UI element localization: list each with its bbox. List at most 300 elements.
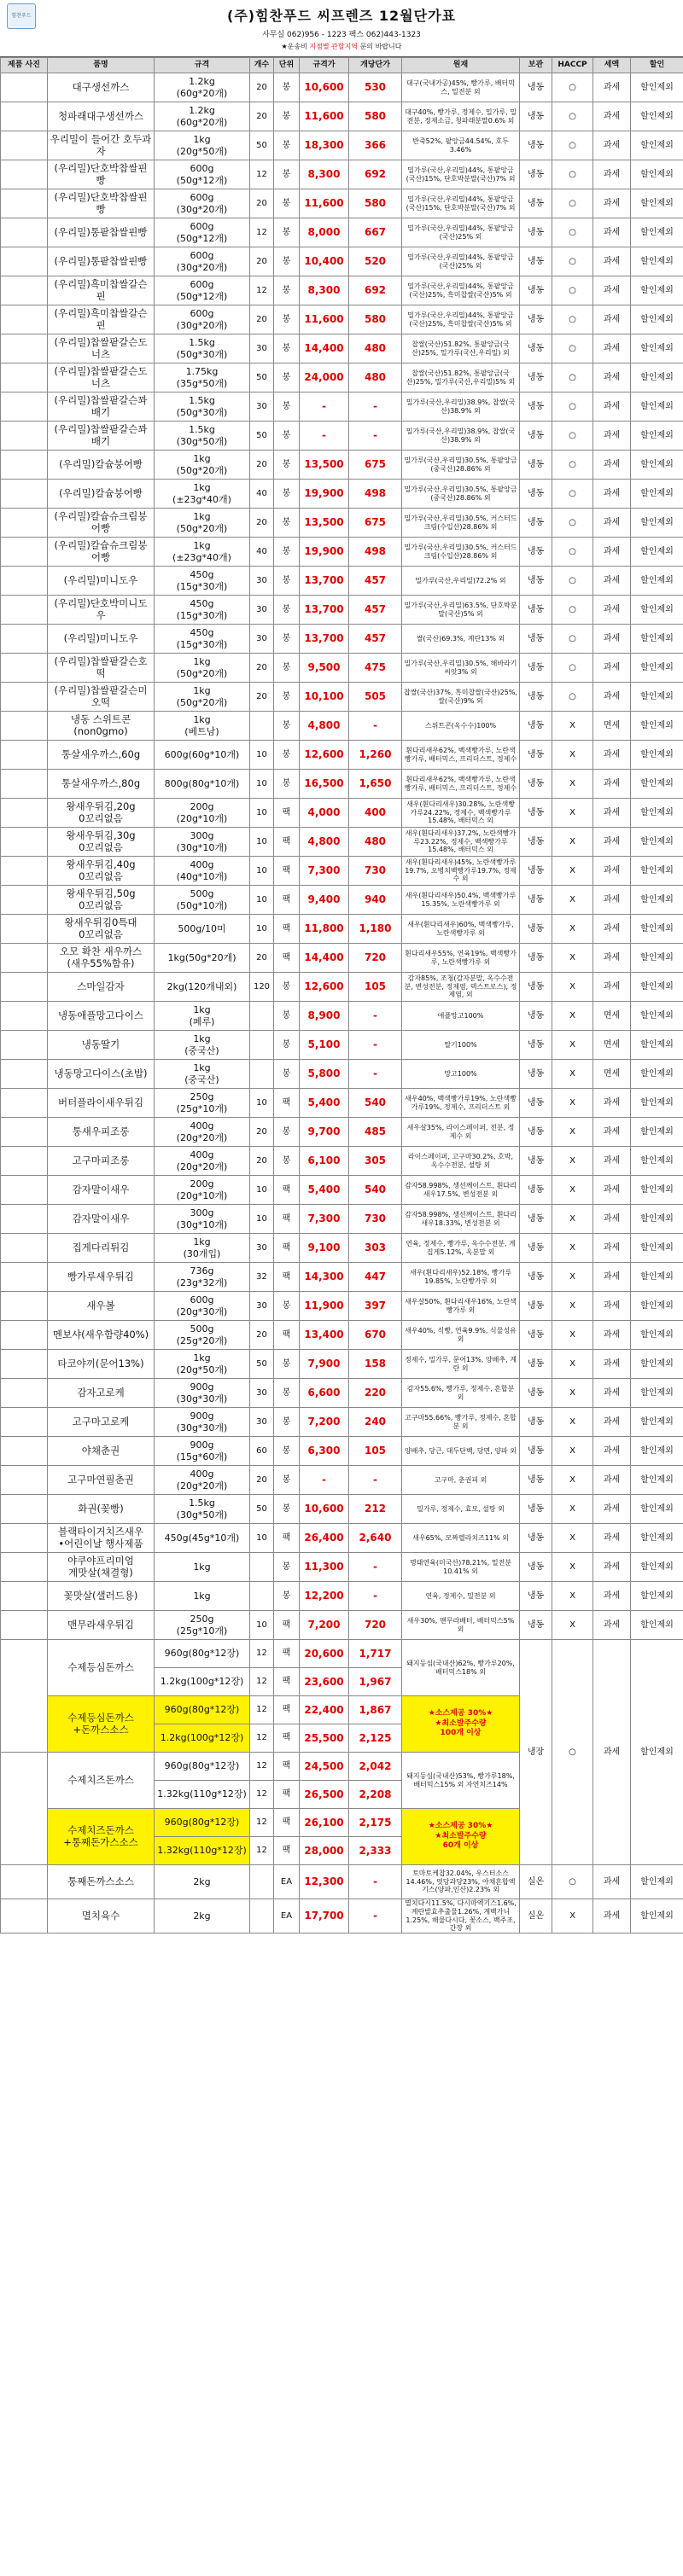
table-row [1,1640,683,1668]
product-spec: 250g (25g*10개) [155,1611,250,1640]
product-photo [1,480,48,509]
product-storage: 냉동 [520,1031,552,1060]
product-discount: 할인제외 [631,1582,683,1611]
product-storage: 냉동 [520,1582,552,1611]
product-qty: 10 [250,1176,274,1205]
product-name: 멸치육수 [48,1899,155,1933]
product-qty: 12 [250,1724,274,1753]
product-unit: 봉 [274,741,300,770]
product-haccp: X [552,915,593,944]
promo-note [402,1809,520,1865]
product-photo [1,538,48,567]
product-haccp: X [552,1524,593,1553]
product-qty: 12 [250,276,274,305]
product-name: (우리밀)칼슘붕어빵 [48,451,155,480]
product-name: 냉동애플망고다이스 [48,1002,155,1031]
product-discount: 할인제외 [631,1408,683,1437]
product-tax: 과세 [593,160,631,189]
product-spec: 1kg (20g*50개) [155,1350,250,1379]
product-unit-price: - [349,1582,402,1611]
product-spec: 1.5kg (30g*50개) [155,422,250,451]
product-tax: 과세 [593,189,631,218]
product-photo [1,1002,48,1031]
header-row [1,58,683,73]
promo-note [402,1696,520,1753]
product-unit-price: 580 [349,189,402,218]
product-haccp: X [552,828,593,857]
table-row [1,944,683,973]
column-header-tax: 세액 [593,58,631,73]
product-name: 새우볼 [48,1292,155,1321]
product-tax: 과세 [593,1089,631,1118]
product-price: 25,500 [300,1724,349,1753]
product-photo [1,1553,48,1582]
product-tax: 과세 [593,480,631,509]
product-qty: 50 [250,1350,274,1379]
product-unit-price: 158 [349,1350,402,1379]
product-spec: 1.75kg (35g*50개) [155,363,250,393]
product-price: 6,100 [300,1147,349,1176]
product-storage: 냉동 [520,1466,552,1495]
table-row [1,509,683,538]
product-storage: 냉동 [520,247,552,276]
table-row [1,1205,683,1234]
product-name: 왕새우튀김,50g 0꼬리없음 [48,886,155,915]
product-unit: 봉 [274,218,300,247]
product-discount: 할인제외 [631,799,683,828]
table-row [1,276,683,305]
product-storage: 냉동 [520,276,552,305]
product-spec: 1.2kg(100g*12장) [155,1668,250,1696]
product-unit-price: 480 [349,828,402,857]
promo-text: ★소스제공 30%★ ★최소발주수량 60개 이상 [428,1821,493,1851]
product-ingredients: 라이스페이퍼, 고구마30.2%, 호박, 옥수수전분, 설탕 외 [402,1147,520,1176]
product-discount: 할인제외 [631,422,683,451]
product-ingredients: 감자58.998%, 생선께이스트, 흰다리새우18.33%, 변성전분 외 [402,1205,520,1234]
product-spec: 500g (50g*10개) [155,886,250,915]
product-ingredients: 밀가루(국산,우리밀)44%, 통팥앙금(국산)25% 외 [402,218,520,247]
product-storage: 냉동 [520,131,552,160]
table-row [1,1408,683,1437]
product-spec: 1kg (50g*20개) [155,509,250,538]
product-spec: 1.5kg (50g*30개) [155,334,250,363]
product-spec: 600g (50g*12개) [155,160,250,189]
product-spec: 450g (15g*30개) [155,596,250,625]
product-name: 빵가루새우튀김 [48,1263,155,1292]
table-row [1,1524,683,1553]
product-tax: 과세 [593,218,631,247]
product-spec: 2kg [155,1899,250,1933]
product-qty: 20 [250,305,274,334]
product-haccp: ○ [552,422,593,451]
product-qty: 30 [250,1234,274,1263]
product-discount: 할인제외 [631,944,683,973]
product-ingredients: 멸치다시11.5%, 다시마엑기스1.6%, 계란발효추출물1.26%, 계백가니1.25%, 해물다시다, 꽃소스, 백주조, 간장 외 [402,1899,520,1933]
product-haccp: ○ [552,102,593,131]
product-unit-price: - [349,422,402,451]
product-qty: 20 [250,102,274,131]
product-price: 5,400 [300,1176,349,1205]
product-ingredients: 새우살35%, 라이스페이퍼, 전분, 정제수 외 [402,1118,520,1147]
product-spec: 900g (30g*30개) [155,1408,250,1437]
product-storage: 냉동 [520,1437,552,1466]
product-haccp: X [552,1147,593,1176]
product-spec: 1kg (페루) [155,1002,250,1031]
product-price: 17,700 [300,1899,349,1933]
product-haccp: ○ [552,305,593,334]
product-tax: 과세 [593,1292,631,1321]
product-name: 통새우피조롱 [48,1118,155,1147]
product-photo [1,741,48,770]
product-qty: 10 [250,915,274,944]
product-unit-price: 485 [349,1118,402,1147]
product-qty: 10 [250,1089,274,1118]
product-photo [1,828,48,857]
product-photo [1,1582,48,1611]
product-tax: 과세 [593,1437,631,1466]
product-discount: 할인제외 [631,1611,683,1640]
product-tax: 면세 [593,1002,631,1031]
product-qty: 50 [250,1495,274,1524]
product-qty: 10 [250,857,274,886]
product-discount: 할인제외 [631,538,683,567]
table-row [1,247,683,276]
column-header-unit-price: 개당단가 [349,58,402,73]
product-ingredients: 밀가루(국산,우리밀)30.5%, 커스터드크림(수입산)28.86% 외 [402,538,520,567]
product-discount: 할인제외 [631,1379,683,1408]
product-unit: 봉 [274,1002,300,1031]
product-photo [1,363,48,393]
product-price: 11,300 [300,1553,349,1582]
product-spec: 400g (20g*20개) [155,1147,250,1176]
product-price: 20,600 [300,1640,349,1668]
product-photo [1,305,48,334]
product-name: (우리밀)칼슘슈크림붕어빵 [48,509,155,538]
product-qty: 50 [250,422,274,451]
product-spec: 250g (25g*10개) [155,1089,250,1118]
product-unit: 봉 [274,1408,300,1437]
product-storage: 냉동 [520,509,552,538]
product-price: 4,800 [300,712,349,741]
product-unit: 봉 [274,1350,300,1379]
product-discount: 할인제외 [631,596,683,625]
product-storage: 실온 [520,1865,552,1899]
table-row [1,1553,683,1582]
product-haccp: X [552,886,593,915]
product-name: (우리밀)흑미찹쌀갈슨핀 [48,276,155,305]
product-unit: 봉 [274,160,300,189]
product-storage: 냉동 [520,1118,552,1147]
product-tax: 과세 [593,625,631,654]
product-unit-price: 1,867 [349,1696,402,1724]
product-photo [1,1437,48,1466]
product-haccp: ○ [552,596,593,625]
product-name: (우리밀)찹쌀팥갈슨꽈배기 [48,393,155,422]
product-spec: 2kg [155,1865,250,1899]
product-photo [1,1753,48,1865]
product-ingredients: 찹쌀(국산)51.82%, 통팥앙금(국산)25%, 밀가루(국산,우리밀)5% 외 [402,363,520,393]
product-haccp: X [552,1466,593,1495]
product-name: (우리밀)흑미찹쌀갈슨핀 [48,305,155,334]
product-qty: 10 [250,770,274,799]
product-haccp: X [552,1495,593,1524]
product-unit: 봉 [274,567,300,596]
product-storage: 냉동 [520,683,552,712]
table-row [1,741,683,770]
product-unit: 봉 [274,1582,300,1611]
product-haccp: X [552,1205,593,1234]
product-name: 대구생선까스 [48,73,155,102]
product-unit: 봉 [274,334,300,363]
product-photo [1,1321,48,1350]
product-unit-price: 540 [349,1176,402,1205]
product-spec: 500g/10미 [155,915,250,944]
product-unit: 팩 [274,1321,300,1350]
product-haccp: ○ [552,625,593,654]
product-price: 5,400 [300,1089,349,1118]
product-tax: 과세 [593,770,631,799]
product-haccp: X [552,799,593,828]
product-storage: 냉동 [520,973,552,1002]
product-haccp: X [552,1089,593,1118]
product-name: (우리밀)칼슘붕어빵 [48,480,155,509]
product-storage: 냉동 [520,1147,552,1176]
product-tax: 과세 [593,276,631,305]
product-unit: 봉 [274,1118,300,1147]
product-haccp: X [552,1263,593,1292]
product-name: 고구마고로케 [48,1408,155,1437]
product-tax: 과세 [593,73,631,102]
product-photo [1,944,48,973]
product-haccp: ○ [552,131,593,160]
product-unit: 팩 [274,1837,300,1865]
product-unit-price: 305 [349,1147,402,1176]
product-photo [1,218,48,247]
product-price: 9,400 [300,886,349,915]
product-photo [1,247,48,276]
product-haccp: X [552,1899,593,1933]
product-haccp: X [552,1031,593,1060]
page-title: (주)힘찬푸드 씨프렌즈 12월단가표 [227,8,456,24]
product-unit: 팩 [274,915,300,944]
product-tax: 과세 [593,915,631,944]
product-spec: 1kg (50g*20개) [155,654,250,683]
product-price: - [300,1466,349,1495]
product-photo [1,712,48,741]
table-row [1,1611,683,1640]
product-ingredients: 연육, 정제수, 밀전분 외 [402,1582,520,1611]
product-tax: 과세 [593,305,631,334]
table-row [1,480,683,509]
product-tax: 과세 [593,741,631,770]
product-price: 16,500 [300,770,349,799]
product-storage: 냉동 [520,712,552,741]
product-unit-price: 670 [349,1321,402,1350]
product-unit-price: 1,717 [349,1640,402,1668]
product-ingredients: 흰다리새우55%, 연육19%, 백색빵가루, 노란색빵가루 외 [402,944,520,973]
product-price: 8,000 [300,218,349,247]
product-unit: 봉 [274,625,300,654]
product-ingredients: 감자58.998%, 생선께이스트, 흰다리새우17.5%, 변성전분 외 [402,1176,520,1205]
product-tax: 과세 [593,857,631,886]
product-unit: 봉 [274,189,300,218]
product-unit-price: 540 [349,1089,402,1118]
product-tax: 과세 [593,422,631,451]
product-qty: 10 [250,828,274,857]
product-unit: 봉 [274,1495,300,1524]
product-unit: 팩 [274,1781,300,1809]
product-unit: 봉 [274,247,300,276]
product-unit: 팩 [274,857,300,886]
product-qty: 12 [250,1809,274,1837]
product-tax: 과세 [593,1582,631,1611]
product-name: 야채춘권 [48,1437,155,1466]
product-discount: 할인제외 [631,1292,683,1321]
product-spec: 1kg(50g*20개) [155,944,250,973]
table-row [1,1147,683,1176]
product-name: 수제치즈돈까스 +통째돈가스소스 [48,1809,155,1865]
product-tax: 과세 [593,654,631,683]
column-header-spec: 규격 [155,58,250,73]
product-haccp: ○ [552,363,593,393]
column-header-qty: 개수 [250,58,274,73]
product-storage: 냉장 [520,1640,552,1865]
product-storage: 냉동 [520,451,552,480]
product-ingredients: 밀가루(국산,우리밀)30.5%, 통팥앙금(중국산)28.86% 외 [402,451,520,480]
product-unit: 봉 [274,596,300,625]
product-unit: 팩 [274,1668,300,1696]
product-price: 7,900 [300,1350,349,1379]
product-name: 블랙타이거치즈새우 •어린이날 행사제품 [48,1524,155,1553]
product-unit: 봉 [274,305,300,334]
product-price: 8,300 [300,276,349,305]
product-spec: 1.5kg (50g*30개) [155,393,250,422]
product-spec: 960g(80g*12장) [155,1753,250,1781]
product-ingredients: 새우65%, 모짜렐라치즈11% 외 [402,1524,520,1553]
product-ingredients: 고구마, 춘권피 외 [402,1466,520,1495]
product-price: 10,600 [300,1495,349,1524]
product-name: 냉동딸기 [48,1031,155,1060]
product-price: 22,400 [300,1696,349,1724]
product-discount: 할인제외 [631,1118,683,1147]
product-spec: 1kg [155,1582,250,1611]
product-storage: 냉동 [520,741,552,770]
product-ingredients: 새우살50%, 흰다리새우16%, 노란색빵가루 외 [402,1292,520,1321]
product-spec: 1kg (20g*50개) [155,131,250,160]
product-storage: 냉동 [520,1350,552,1379]
product-discount: 할인제외 [631,683,683,712]
product-photo [1,596,48,625]
product-spec: 200g (20g*10개) [155,1176,250,1205]
product-haccp: X [552,741,593,770]
product-ingredients: 반죽52%, 팥앙금44.54%, 호두3.46% [402,131,520,160]
product-tax: 과세 [593,247,631,276]
product-storage: 냉동 [520,1176,552,1205]
table-row [1,1582,683,1611]
product-photo [1,915,48,944]
product-spec: 300g (30g*10개) [155,1205,250,1234]
product-name: 고구마연필춘권 [48,1466,155,1495]
product-unit-price: - [349,393,402,422]
product-ingredients: 스위트콘(옥수수)100% [402,712,520,741]
product-unit-price: - [349,1899,402,1933]
product-qty: 20 [250,944,274,973]
product-qty: 60 [250,1437,274,1466]
product-ingredients: 밀가루(국산,우리밀)44%, 통팥앙금(국산)15%, 단호박분말(국산)7% 외 [402,160,520,189]
product-qty [250,1060,274,1089]
product-discount: 할인제외 [631,1205,683,1234]
product-photo [1,1205,48,1234]
product-name: 감자고로케 [48,1379,155,1408]
table-row [1,1118,683,1147]
product-spec: 960g(80g*12장) [155,1696,250,1724]
product-spec: 450g (15g*30개) [155,567,250,596]
product-photo [1,189,48,218]
product-photo [1,509,48,538]
product-discount: 할인제외 [631,915,683,944]
product-photo [1,1408,48,1437]
product-storage: 냉동 [520,1408,552,1437]
product-ingredients: 정제수, 밀가루, 문어13%, 양배추, 계란 외 [402,1350,520,1379]
product-tax: 과세 [593,509,631,538]
product-price: 8,900 [300,1002,349,1031]
product-storage: 냉동 [520,1379,552,1408]
product-ingredients: 새우(흰다리새우)37.2%, 노란색빵가루23.22%, 정제수, 백색빵가루15.48%, 배터믹스 외 [402,828,520,857]
product-discount: 할인제외 [631,451,683,480]
office-contact: 사무실 062)956 - 1223 팩스 062)443-1323 [262,31,421,39]
table-row [1,422,683,451]
product-discount: 할인제외 [631,1640,683,1865]
product-tax: 과세 [593,538,631,567]
product-qty: 120 [250,973,274,1002]
product-price: 11,900 [300,1292,349,1321]
product-name: 멘보샤(새우함량40%) [48,1321,155,1350]
product-unit: 팩 [274,828,300,857]
product-unit: EA [274,1899,300,1933]
product-haccp: ○ [552,189,593,218]
product-unit: 봉 [274,712,300,741]
product-discount: 할인제외 [631,1865,683,1899]
product-price: 9,100 [300,1234,349,1263]
product-price: 18,300 [300,131,349,160]
product-unit-price: 105 [349,1437,402,1466]
delivery-notice: ★운송비 지점별 관할지역 문의 바랍니다 [281,43,402,50]
product-tax: 과세 [593,102,631,131]
product-name: 왕새우튀김,20g 0꼬리없음 [48,799,155,828]
product-unit-price: 498 [349,538,402,567]
product-price: 10,100 [300,683,349,712]
table-row [1,538,683,567]
product-qty: 32 [250,1263,274,1292]
product-tax: 과세 [593,363,631,393]
product-qty: 20 [250,451,274,480]
product-unit-price: 220 [349,1379,402,1408]
promo-text: ★소스제공 30%★ ★최소발주수량 100개 이상 [428,1708,493,1738]
product-name: 냉동 스위트콘 (non0gmo) [48,712,155,741]
product-qty [250,1865,274,1899]
product-ingredients: 새우40%, 식빵, 연육9.9%, 식물성유 외 [402,1321,520,1350]
product-qty: 20 [250,73,274,102]
product-qty: 20 [250,654,274,683]
product-unit: 팩 [274,1753,300,1781]
product-ingredients: 밀가루(국산,우리밀)63.5%, 단호박분말(국산)5% 외 [402,596,520,625]
product-unit: 봉 [274,1466,300,1495]
product-unit-price: 580 [349,102,402,131]
product-storage: 냉동 [520,625,552,654]
product-tax: 과세 [593,1263,631,1292]
product-spec: 1kg (50g*20개) [155,683,250,712]
product-unit-price: - [349,1031,402,1060]
